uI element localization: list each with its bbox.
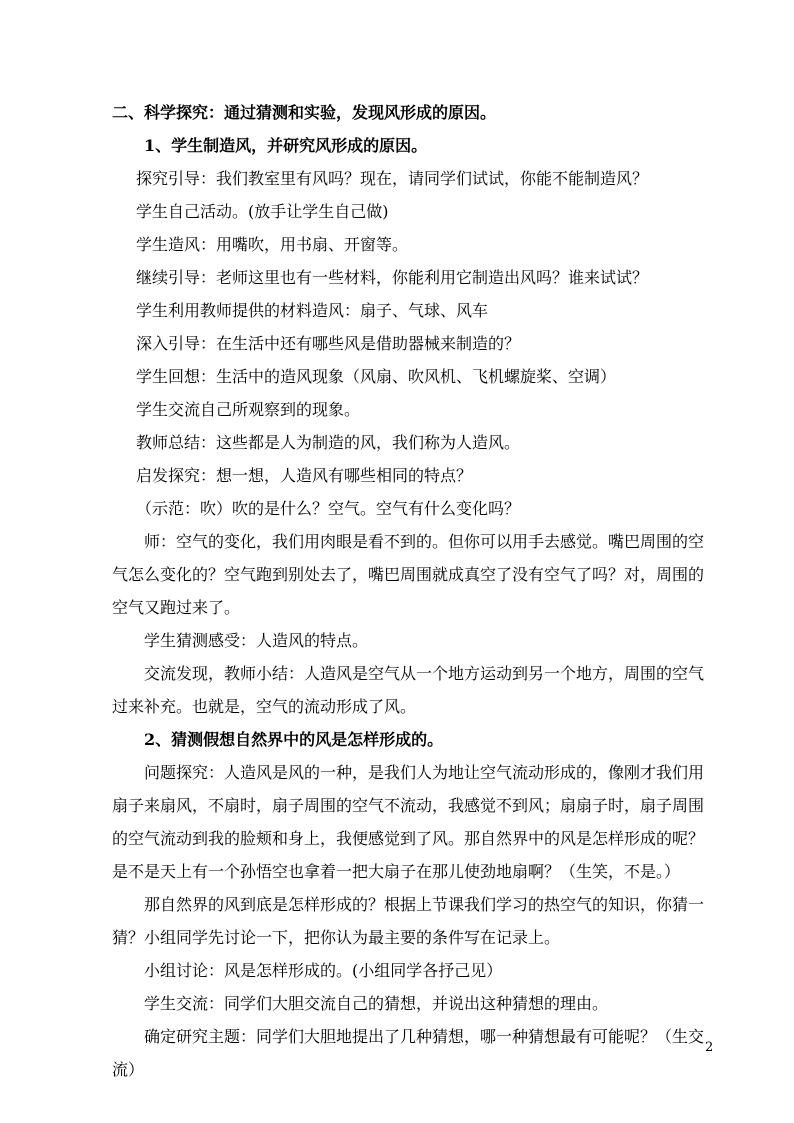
text-line: 学生交流自己所观察到的现象。 [136,400,361,419]
paragraph-teacher [112,525,712,624]
paragraph-summary [112,657,712,723]
paragraph-line: 师：空气的变化，我们用肉眼是看不到的。但你可以用手去感觉。嘴巴周围的空 [144,532,705,551]
section-heading: 二、科学探究：通过猜测和实验，发现风形成的原因。 [112,103,497,122]
text-line: 小组讨论：风是怎样形成的。(小组同学各抒己见） [144,961,503,980]
text-line: 学生交流：同学们大胆交流自己的猜想，并说出这种猜想的理由。 [144,994,609,1013]
text-line: 学生自己活动。(放手让学生自己做) [136,202,389,221]
paragraph-line: 猜？小组同学先讨论一下，把你认为最主要的条件写在记录上。 [112,928,561,947]
paragraph-problem [112,756,712,888]
paragraph-line: 过来补充。也就是，空气的流动形成了风。 [112,697,417,716]
text-line: （示范：吹）吹的是什么？空气。空气有什么变化吗？ [136,499,521,518]
paragraph-question [112,888,712,954]
text-line: 学生回想：生活中的造风现象（风扇、吹风机、飞机螺旋桨、空调） [136,367,617,386]
subsection-heading-1: 1、学生制造风，并研究风形成的原因。 [144,136,428,155]
text-line: 探究引导：我们教室里有风吗？现在，请同学们试试，你能不能制造风？ [136,169,649,188]
paragraph-line: 确定研究主题：同学们大胆地提出了几种猜想，哪一种猜想最有可能呢？（生交 [144,1027,705,1046]
paragraph-topic [112,1020,712,1086]
text-line: 继续引导：老师这里也有一些材料，你能利用它制造出风吗？谁来试试？ [136,268,649,287]
paragraph-line: 问题探究：人造风是风的一种，是我们人为地让空气流动形成的，像刚才我们用 [144,763,705,782]
text-line: 教师总结：这些都是人为制造的风，我们称为人造风。 [136,433,521,452]
paragraph-line: 流） [112,1060,145,1079]
page-number: 2 [705,1040,714,1055]
document-body [112,96,712,1086]
subsection-heading-2: 2、猜测假想自然界中的风是怎样形成的。 [144,730,444,749]
paragraph-line: 气怎么变化的？空气跑到别处去了，嘴巴周围就成真空了没有空气了吗？对，周围的 [112,565,705,584]
paragraph-line: 那自然界的风到底是怎样形成的？根据上节课我们学习的热空气的知识，你猜一 [144,895,705,914]
paragraph-line: 是不是天上有一个孙悟空也拿着一把大扇子在那儿使劲地扇啊？（生笑，不是。） [112,862,681,881]
text-line: 深入引导：在生活中还有哪些风是借助器械来制造的？ [136,334,521,353]
text-line: 学生利用教师提供的材料造风：扇子、气球、风车 [136,301,489,320]
text-line: 启发探究：想一想，人造风有哪些相同的特点？ [136,466,473,485]
paragraph-line: 扇子来扇风，不扇时，扇子周围的空气不流动，我感觉不到风；扇扇子时，扇子周围 [112,796,705,815]
paragraph-line: 的空气流动到我的脸颊和身上，我便感觉到了风。那自然界中的风是怎样形成的呢？ [112,829,705,848]
text-line: 学生造风：用嘴吹，用书扇、开窗等。 [136,235,409,254]
paragraph-line: 空气又跑过来了。 [112,598,241,617]
text-line: 学生猜测感受：人造风的特点。 [144,631,369,650]
paragraph-line: 交流发现，教师小结：人造风是空气从一个地方运动到另一个地方，周围的空气 [144,664,705,683]
